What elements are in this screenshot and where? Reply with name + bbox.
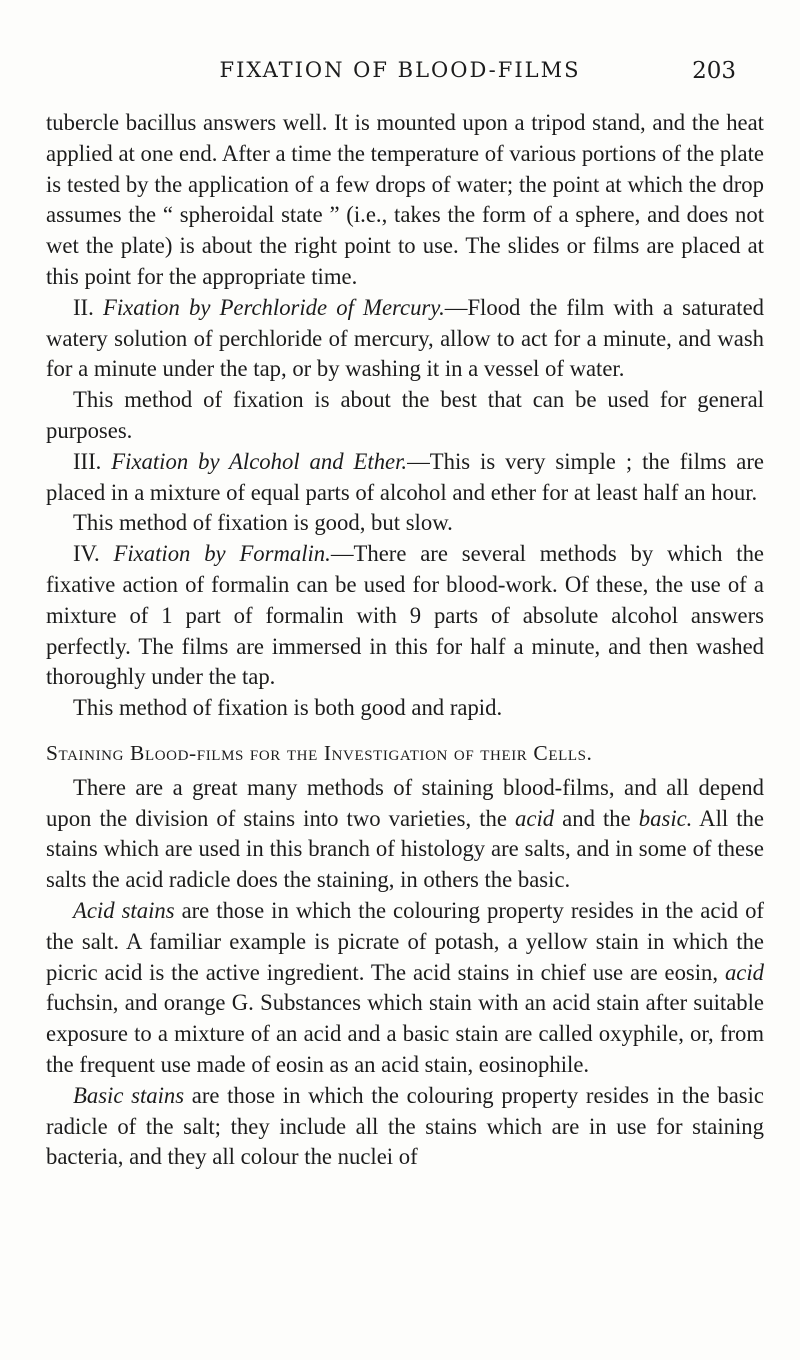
section-number: III. (73, 448, 102, 474)
paragraph-continuation: tubercle bacillus answers well. It is mounted upon a tripod stand, and the heat applied at one end. After a time the temperature of various portions of the plate is tested by the application of a few drops of water; the point at which the drop assumes the “ spheroidal state ” (i.e., takes the form of a sphere, and does not wet the plate) is about the right point to use. The slides or films are placed at this point for the appropriate time. (46, 110, 764, 289)
term-acid-fuchsin: acid (724, 959, 764, 985)
paragraph-text: There are a great many methods of staining blood-films, and all depend upon the division of stains into two varieties, the (46, 774, 764, 831)
paragraph-basic-stains (46, 1081, 764, 1173)
term-basic: basic. (638, 805, 693, 831)
paragraph-text: are those in which the colouring property resides in the basic radicle of the salt; they include all the stains which are in use for staining bacteria, and they all colour the nuclei of (46, 1082, 764, 1170)
paragraph-mercury-note: This method of fixation is about the best that can be used for general purposes. (46, 387, 764, 443)
subheading-mercury: Fixation by Perchloride of Mercury. (102, 294, 445, 320)
paragraph-text: —Flood the film with a saturated watery solution of perchloride of mercury, allow to act for a minute, and wash for a minute under the tap, or by washing it in a vessel of water. (46, 294, 765, 382)
paragraph-text: —This is very simple ; the films are placed in a mixture of equal parts of alcohol and ether for at least half an hour. (46, 448, 764, 505)
term-acid: acid (515, 805, 555, 831)
section-heading: Staining Blood-films for the Investigation of their Cells. (46, 740, 593, 765)
term-basic-stains: Basic stains (73, 1082, 185, 1108)
running-head (0, 58, 800, 92)
subheading-alcohol-ether: Fixation by Alcohol and Ether. (111, 448, 408, 474)
paragraph-formalin-note: This method of fixation is both good and rapid. (73, 695, 503, 721)
section-number: II. (73, 294, 94, 320)
page-number: 203 (692, 58, 736, 84)
paragraph-text: —There are several methods by which the fixative action of formalin can be used for blood-work. Of these, the use of a mixture of 1 part of formalin with 9 parts of absolute alcohol answers perfectly. The films are immersed in this for half a minute, and then washed thoroughly under the tap. (46, 541, 765, 690)
running-title: FIXATION OF BLOOD-FILMS (219, 58, 581, 82)
paragraph-acid-stains (46, 896, 764, 1081)
paragraph-fixation-alcohol-ether (46, 447, 764, 509)
paragraph-fixation-mercury (46, 293, 764, 385)
paragraph-text: fuchsin, and orange G. Substances which stain with an acid stain after suitable exposure to a mixture of an acid and a basic stain are called oxyphile, or, from the frequent use made of eosin as an acid stain, eosinophile. (46, 990, 764, 1077)
paragraph-fixation-formalin (46, 539, 764, 693)
paragraph-text: All the stains which are used in this branch of histology are salts, and in some of these salts the acid radicle does the staining, in others the basic. (46, 805, 764, 893)
section-number: IV. (73, 541, 100, 567)
paragraph-text: and the (554, 805, 639, 831)
subheading-formalin: Fixation by Formalin. (113, 541, 331, 567)
paragraph-text: are those in which the colouring property resides in the acid of the salt. A familiar example is picrate of potash, a yellow stain in which the picric acid is the active ingredient. The acid stains in chief use are eosin, (46, 897, 764, 985)
paragraph-alcohol-note: This method of fixation is good, but slow. (73, 510, 453, 536)
term-acid-stains: Acid stains (73, 897, 175, 923)
body-text (46, 108, 764, 1173)
paragraph-stain-varieties (46, 773, 764, 896)
